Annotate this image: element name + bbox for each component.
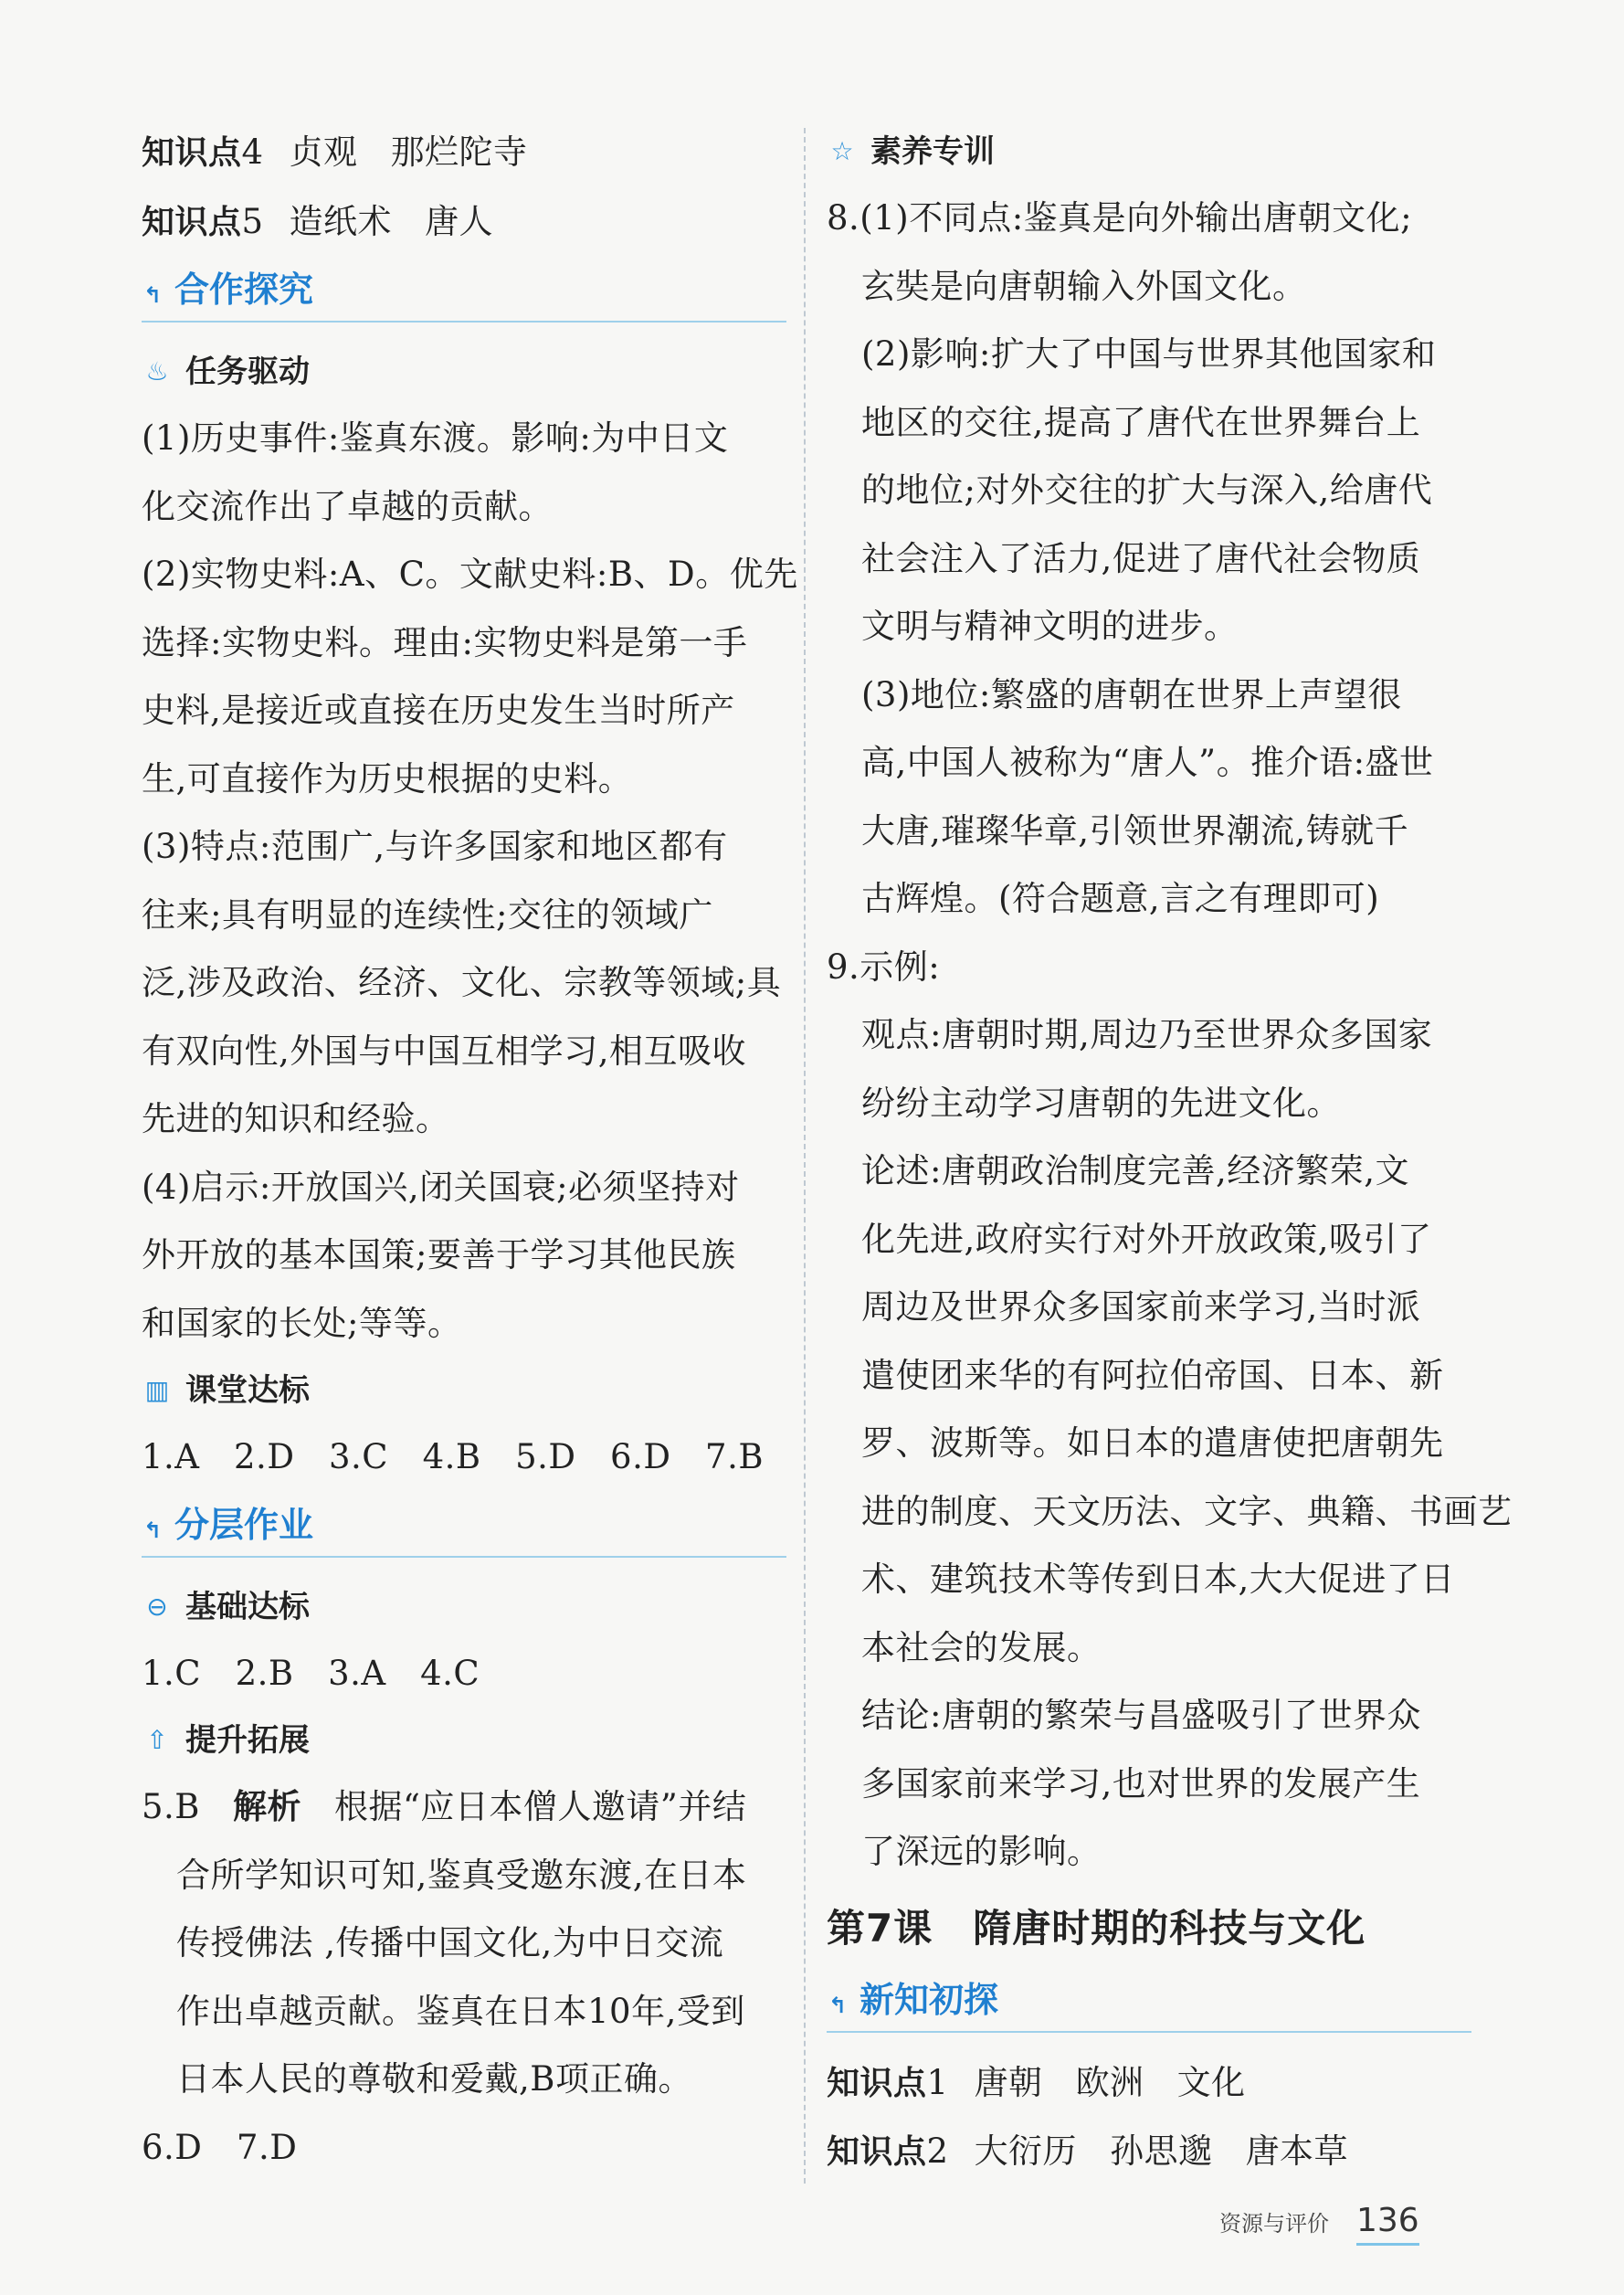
text-line: 外开放的基本国策;要善于学习其他民族 bbox=[142, 1235, 736, 1274]
subsection-task-driven: ♨ 任务驱动 bbox=[142, 339, 781, 405]
section-cooperative-inquiry: ↰ 合作探究 bbox=[142, 262, 786, 323]
return-arrow-icon: ↰ bbox=[828, 1992, 848, 2018]
text-line: 选择:实物史料。理由:实物史料是第一手 bbox=[142, 622, 748, 662]
text-line: 合所学知识可知,鉴真受邀东渡,在日本 bbox=[176, 1855, 747, 1895]
text-line: 史料,是接近或直接在历史发生当时所产 bbox=[142, 691, 735, 730]
knowledge-point-4: 知识点4 贞观 那烂陀寺 bbox=[142, 132, 528, 172]
page-number: 136 bbox=[1356, 2202, 1419, 2246]
text-line: 和国家的长处;等等。 bbox=[142, 1303, 462, 1343]
text-line: 往来;具有明显的连续性;交往的领域广 bbox=[142, 894, 713, 935]
text-line: 泛,涉及政治、经济、文化、宗教等领域;具 bbox=[142, 963, 782, 1002]
text-line: 的地位;对外交往的扩大与深入,给唐代 bbox=[861, 471, 1433, 510]
open-book-icon: ▥ bbox=[144, 1375, 170, 1405]
book-title: 资源与评价 bbox=[1219, 2211, 1329, 2237]
section-new-knowledge: ↰ 新知初探 bbox=[827, 1972, 1471, 2033]
text-line: 有双向性,外国与中国互相学习,相互吸收 bbox=[142, 1031, 747, 1071]
text-line: 古辉煌。(符合题意,言之有理即可) bbox=[861, 879, 1380, 918]
text-line: 化先进,政府实行对外开放政策,吸引了 bbox=[861, 1219, 1432, 1259]
text-line: 社会注入了活力,促进了唐代社会物质 bbox=[861, 538, 1421, 578]
up-arrow-icon: ⇧ bbox=[146, 1725, 168, 1755]
text-line: 文明与精神文明的进步。 bbox=[861, 607, 1239, 646]
task-answers bbox=[142, 405, 798, 1358]
text-line: 日本人民的尊敬和爱戴,B项正确。 bbox=[176, 2059, 692, 2099]
left-column bbox=[142, 119, 798, 2182]
text-line: 大唐,璀璨华章,引领世界潮流,铸就千 bbox=[861, 810, 1409, 851]
text-line: 化交流作出了卓越的贡献。 bbox=[142, 486, 553, 526]
text-line: 遣使团来华的有阿拉伯帝国、日本、新 bbox=[861, 1355, 1444, 1395]
text-line: 作出卓越贡献。鉴真在日本10年,受到 bbox=[176, 1991, 745, 2031]
class-answers: 1.A 2.D 3.C 4.B 5.D 6.D 7.B bbox=[142, 1437, 765, 1476]
text-line: 多国家前来学习,也对世界的发展产生 bbox=[861, 1763, 1421, 1803]
text-line: 生,可直接作为历史根据的史料。 bbox=[142, 758, 633, 798]
return-arrow-icon: ↰ bbox=[143, 282, 163, 308]
flame-icon: ♨ bbox=[145, 356, 169, 386]
column-divider bbox=[804, 128, 806, 2184]
subsection-class-check: ▥ 课堂达标 bbox=[142, 1358, 781, 1423]
lesson-title: 第7课 隋唐时期的科技与文化 bbox=[827, 1905, 1366, 1951]
text-line: 纷纷主动学习唐朝的先进文化。 bbox=[861, 1083, 1341, 1123]
q9-head: 9.示例: bbox=[827, 947, 941, 987]
text-line: (2)影响:扩大了中国与世界其他国家和 bbox=[861, 334, 1437, 374]
subsection-literacy: ☆ 素养专训 bbox=[827, 119, 1484, 185]
star-icon: ☆ bbox=[830, 136, 854, 166]
text-line: 进的制度、天文历法、文字、典籍、书画艺 bbox=[861, 1491, 1513, 1531]
q5-first-line: 5.B 解析 根据“应日本僧人邀请”并结 bbox=[142, 1787, 747, 1826]
text-line: (4)启示:开放国兴,闭关国衰;必须坚持对 bbox=[142, 1167, 740, 1207]
return-arrow-icon: ↰ bbox=[143, 1517, 163, 1543]
text-line: 本社会的发展。 bbox=[861, 1627, 1102, 1667]
text-line: 罗、波斯等。如日本的遣唐使把唐朝先 bbox=[861, 1423, 1444, 1463]
basic-answers: 1.C 2.B 3.A 4.C bbox=[142, 1653, 480, 1693]
section-layered-homework: ↰ 分层作业 bbox=[142, 1497, 786, 1558]
subsection-extension: ⇧ 提升拓展 bbox=[142, 1708, 781, 1773]
knowledge-point-2: 知识点2 大衍历 孙思邈 唐本草 bbox=[827, 2131, 1349, 2171]
text-line: 高,中国人被称为“唐人”。推介语:盛世 bbox=[861, 743, 1434, 782]
text-line: 结论:唐朝的繁荣与昌盛吸引了世界众 bbox=[861, 1696, 1421, 1735]
text-line: (2)实物史料:A、C。文献史料:B、D。优先 bbox=[142, 555, 798, 594]
text-line: (3)地位:繁盛的唐朝在世界上声望很 bbox=[861, 674, 1402, 714]
text-line: 传授佛法 ,传播中国文化,为中日交流 bbox=[176, 1923, 724, 1962]
lock-icon: ⊖ bbox=[146, 1591, 168, 1622]
text-line: 观点:唐朝时期,周边乃至世界众多国家 bbox=[861, 1015, 1433, 1054]
text-line: 了深远的影响。 bbox=[861, 1832, 1102, 1871]
text-line: 地区的交往,提高了唐代在世界舞台上 bbox=[861, 402, 1421, 442]
subsection-basic: ⊖ 基础达标 bbox=[142, 1574, 781, 1640]
text-line: (1)历史事件:鉴真东渡。影响:为中日文 bbox=[142, 418, 729, 458]
text-line: 论述:唐朝政治制度完善,经济繁荣,文 bbox=[861, 1151, 1409, 1190]
page-footer bbox=[1219, 2202, 1419, 2246]
knowledge-point-1: 知识点1 唐朝 欧洲 文化 bbox=[827, 2062, 1246, 2102]
text-line: (3)特点:范围广,与许多国家和地区都有 bbox=[142, 827, 728, 866]
text-line: 8.(1)不同点:鉴真是向外输出唐朝文化; bbox=[827, 198, 1413, 238]
text-line: 术、建筑技术等传到日本,大大促进了日 bbox=[861, 1560, 1455, 1599]
q6-q7-answers: 6.D 7.D bbox=[142, 2127, 298, 2167]
text-line: 玄奘是向唐朝输入外国文化。 bbox=[861, 266, 1307, 306]
right-column bbox=[827, 119, 1513, 2187]
knowledge-point-5: 知识点5 造纸术 唐人 bbox=[142, 201, 494, 241]
text-line: 周边及世界众多国家前来学习,当时派 bbox=[861, 1287, 1421, 1327]
text-line: 先进的知识和经验。 bbox=[142, 1099, 450, 1138]
